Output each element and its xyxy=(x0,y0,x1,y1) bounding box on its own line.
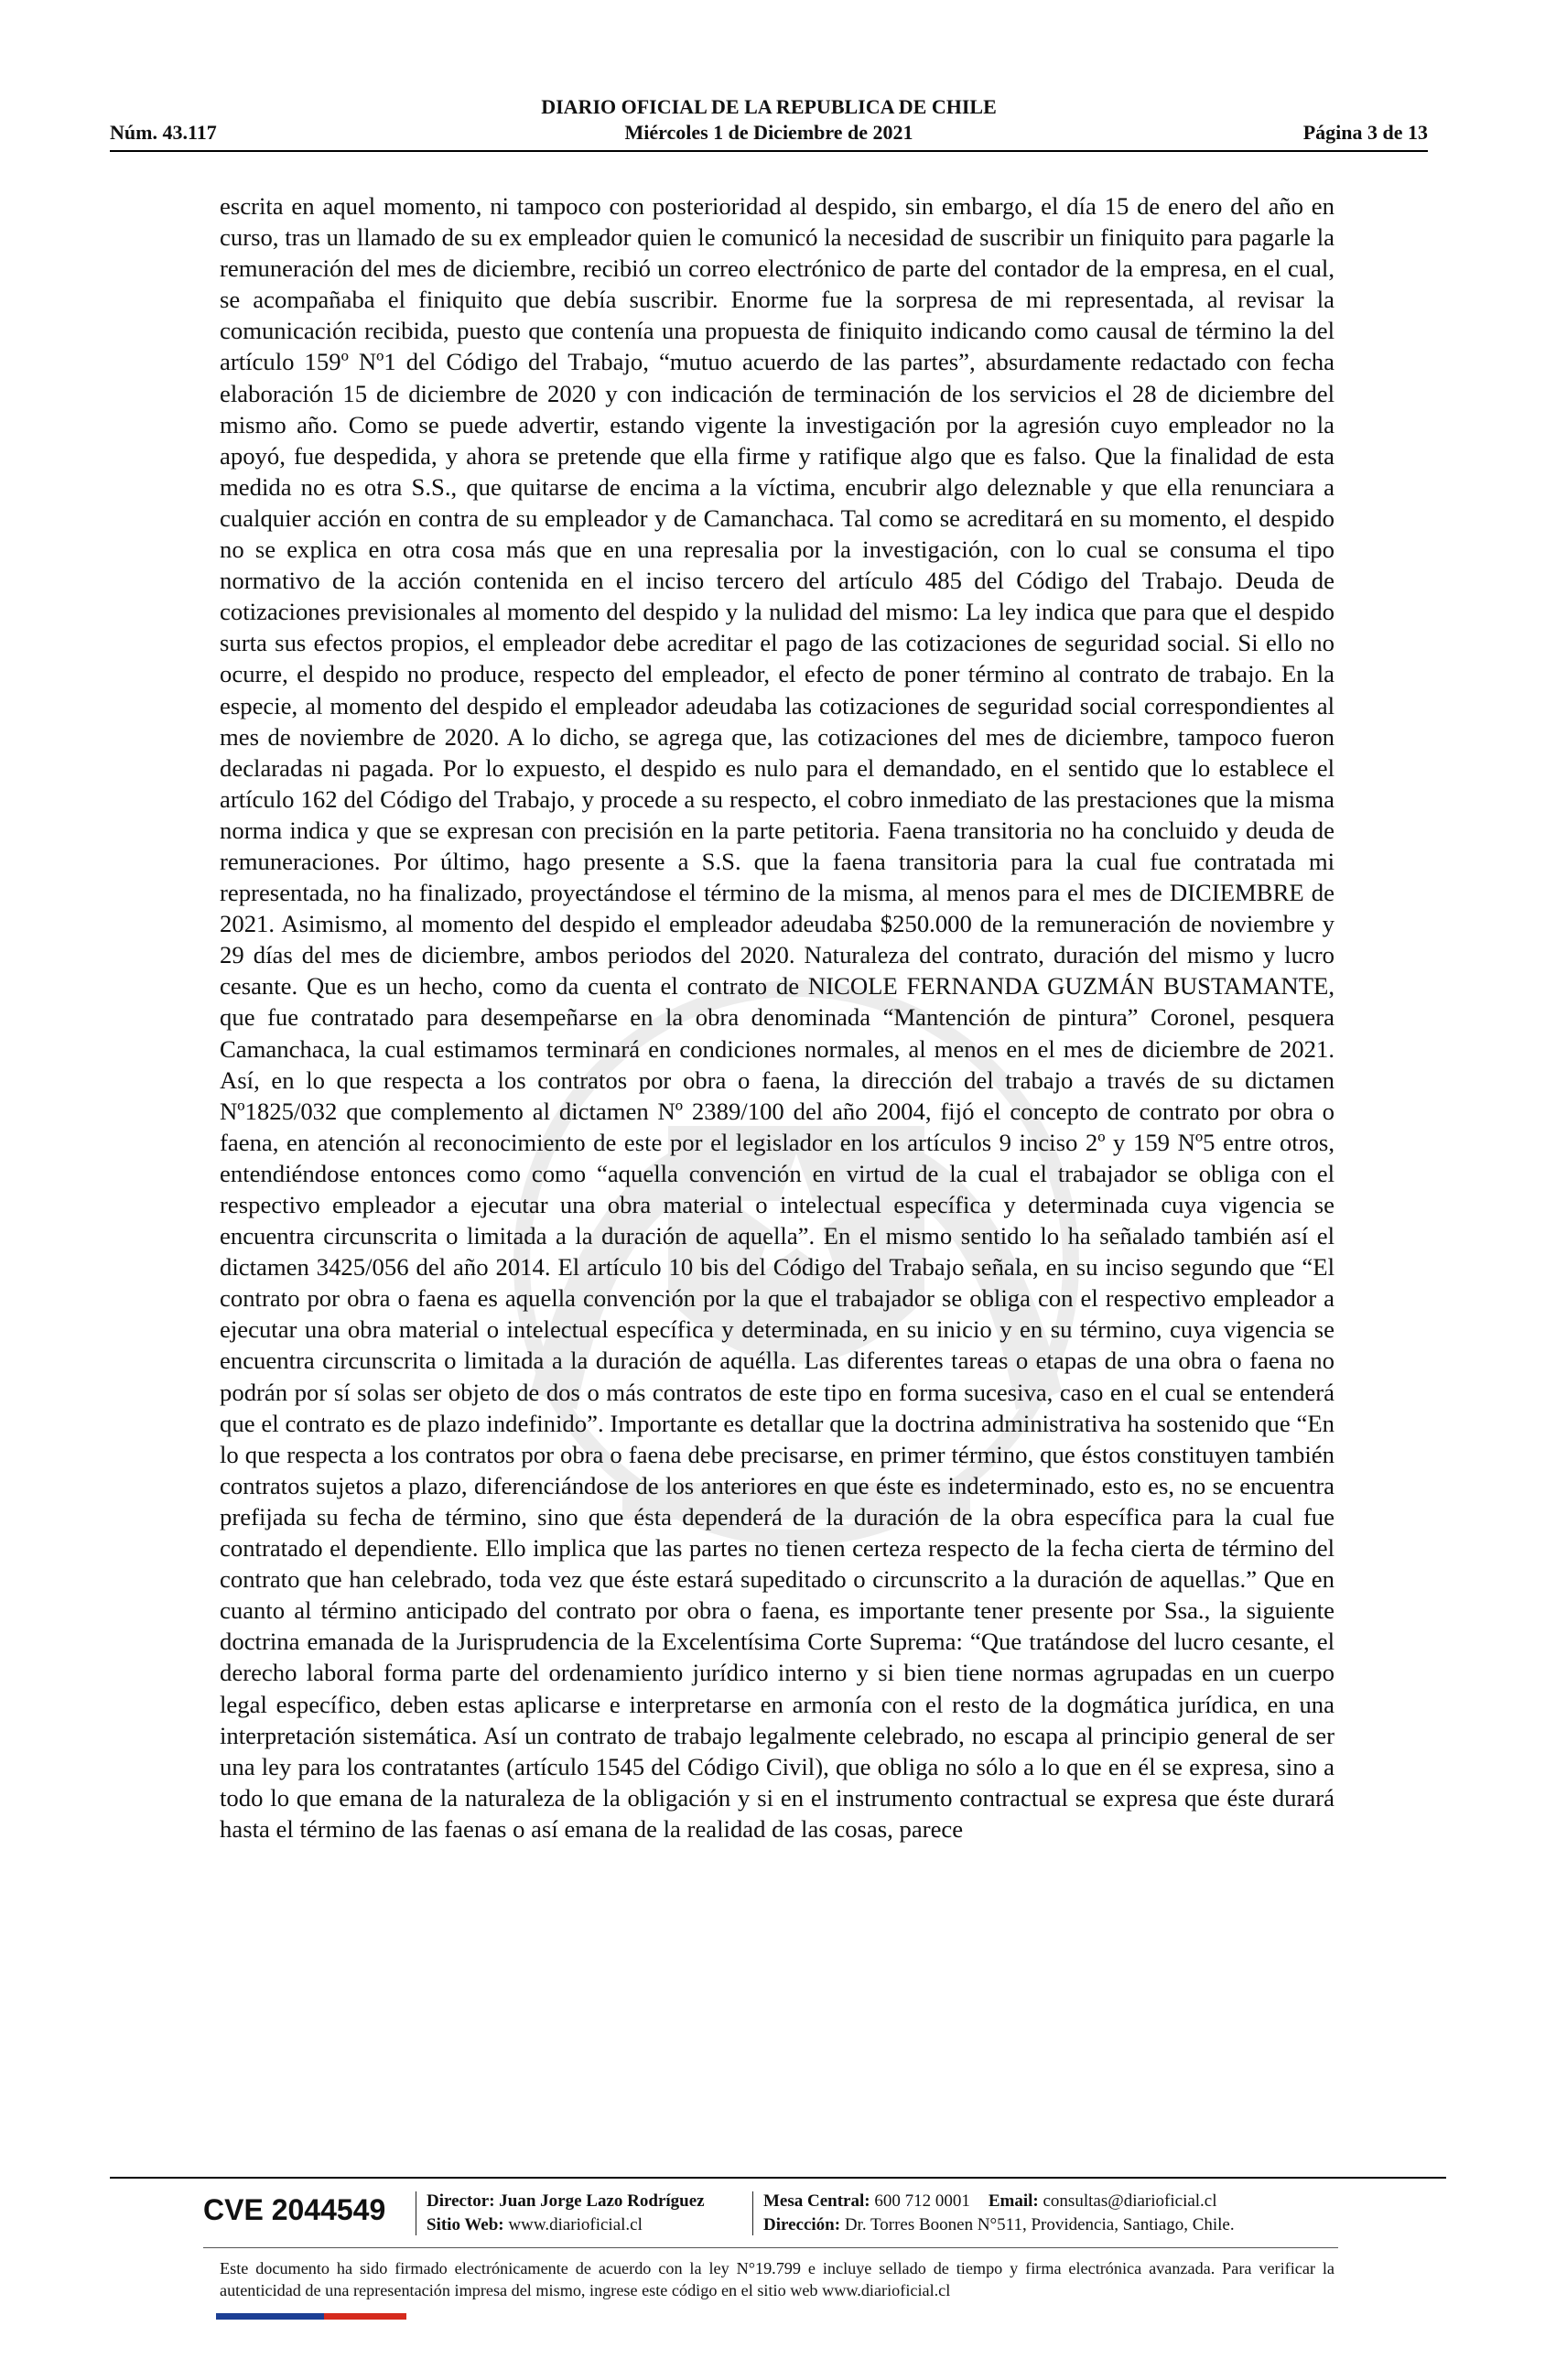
issue-date: Miércoles 1 de Diciembre de 2021 xyxy=(624,121,913,144)
footer-contact-block xyxy=(763,2190,1235,2237)
phone-number: 600 712 0001 xyxy=(874,2191,970,2211)
phone-label: Mesa Central: xyxy=(763,2191,870,2211)
flag-stripe-red xyxy=(324,2313,406,2320)
document-body: escrita en aquel momento, ni tampoco con posterioridad al despido, sin embargo, el día 15 de enero del año en curso, tras un llamado de su ex empleador quien le comunicó la necesidad de suscribir un finiquito para pagarle la remuneración del mes de diciembre, recibió un correo electrónico de parte del contador de la empresa, en el cual, se acompañaba el finiquito que debía suscribir. Enorme fue la sorpresa de mi representada, al revisar la comunicación recibida, puesto que contenía una propuesta de finiquito indicando como causal de término la del artículo 159º Nº1 del Código del Trabajo, “mutuo acuerdo de las partes”, absurdamente redactado con fecha elaboración 15 de diciembre de 2020 y con indicación de terminación de los servicios el 28 de diciembre del mismo año. Como se puede advertir, estando vigente la investigación por la agresión cuyo empleador no la apoyó, fue despedida, y ahora se pretende que ella firme y ratifique algo que es falso. Que la finalidad de esta medida no es otra S.S., que quitarse de encima a la víctima, encubrir algo deleznable y que ella renunciara a cualquier acción en contra de su empleador y de Camanchaca. Tal como se acreditará en su momento, el despido no se explica en otra cosa más que en una represalia por la investigación, con lo cual se consuma el tipo normativo de la acción contenida en el inciso tercero del artículo 485 del Código del Trabajo. Deuda de cotizaciones previsionales al momento del despido y la nulidad del mismo: La ley indica que para que el despido surta sus efectos propios, el empleador debe acreditar el pago de las cotizaciones de seguridad social. Si ello no ocurre, el despido no produce, respecto del empleador, el efecto de poner término al contrato de trabajo. En la especie, al momento del despido el empleador adeudaba las cotizaciones de seguridad social correspondientes al mes de noviembre de 2020. A lo dicho, se agrega que, las cotizaciones del mes de diciembre, tampoco fueron declaradas ni pagada. Por lo expuesto, el despido es nulo para el demandado, en el sentido que lo establece el artículo 162 del Código del Trabajo, y procede a su respecto, el cobro inmediato de las prestaciones que la misma norma indica y que se expresan con precisión en la parte petitoria. Faena transitoria no ha concluido y deuda de remuneraciones. Por último, hago presente a S.S. que la faena transitoria para la cual fue contratada mi representada, no ha finalizado, proyectándose el término de la misma, al menos para el mes de DICIEMBRE de 2021. Asimismo, al momento del despido el empleador adeudaba $250.000 de la remuneración de noviembre y 29 días del mes de diciembre, ambos periodos del 2020. Naturaleza del contrato, duración del mismo y lucro cesante. Que es un hecho, como da cuenta el contrato de NICOLE FERNANDA GUZMÁN BUSTAMANTE, que fue contratado para desempeñarse en la obra denominada “Mantención de pintura” Coronel, pesquera Camanchaca, la cual estimamos terminará en condiciones normales, al menos en el mes de diciembre de 2021. Así, en lo que respecta a los contratos por obra o faena, la dirección del trabajo a través de su dictamen Nº1825/032 que complemento al dictamen Nº 2389/100 del año 2004, fijó el concepto de contrato por obra o faena, en atención al reconocimiento de este por el legislador en los artículos 9 inciso 2º y 159 Nº5 entre otros, entendiéndose entonces como como “aquella convención en virtud de la cual el trabajador se obliga con el respectivo empleador a ejecutar una obra material o intelectual específica y determinada cuya vigencia se encuentra circunscrita o limitada a la duración de aquella”. En el mismo sentido lo ha señalado también así el dictamen 3425/056 del año 2014. El artículo 10 bis del Código del Trabajo señala, en su inciso segundo que “El contrato por obra o faena es aquella convención por la que el trabajador se obliga con el respectivo empleador a ejecutar una obra material o intelectual específica y determinada, en su inicio y en su término, cuya vigencia se encuentra circunscrita o limitada a la duración de aquélla. Las diferentes tareas o etapas de una obra o faena no podrán por sí solas ser objeto de dos o más contratos de este tipo en forma sucesiva, caso en el cual se entenderá que el contrato es de plazo indefinido”. Importante es detallar que la doctrina administrativa ha sostenido que “En lo que respecta a los contratos por obra o faena debe precisarse, en primer término, que éstos constituyen también contratos sujetos a plazo, diferenciándose de los anteriores en que éste es indeterminado, esto es, no se encuentra prefijada su fecha de término, sino que ésta dependerá de la duración de la obra específica para la cual fue contratado el dependiente. Ello implica que las partes no tienen certeza respecto de la fecha cierta de término del contrato que han celebrado, toda vez que éste estará supeditado o circunscrito a la duración de aquellas.” Que en cuanto al término anticipado del contrato por obra o faena, es importante tener presente por Ssa., la siguiente doctrina emanada de la Jurisprudencia de la Excelentísima Corte Suprema: “Que tratándose del lucro cesante, el derecho laboral forma parte del ordenamiento jurídico interno y si bien tiene normas agrupadas en un cuerpo legal específico, deben estas aplicarse e interpretarse en armonía con el resto de la dogmática jurídica, en una interpretación sistemática. Así un contrato de trabajo legalmente celebrado, no escapa al principio general de ser una ley para los contratantes (artículo 1545 del Código Civil), que obliga no sólo a lo que en él se expresa, sino a todo lo que emana de la naturaleza de la obligación y si en el instrumento contractual se expresa que éste durará hasta el término de las faenas o así emana de la realidad de las cosas, parece xyxy=(220,192,1334,1843)
cve-code: CVE 2044549 xyxy=(203,2193,386,2226)
email-link[interactable]: consultas@diarioficial.cl xyxy=(1043,2191,1217,2211)
footer-info xyxy=(203,2188,1356,2243)
page-header xyxy=(110,92,1428,148)
footer-director-block xyxy=(427,2190,705,2237)
page-indicator: Página 3 de 13 xyxy=(1302,121,1428,144)
signature-notice: Este documento ha sido firmado electrónicamente de acuerdo con la ley N°19.799 e incluye sellado de tiempo y firma electrónica avanzada. Para verificar la autenticidad de una representación impresa del mismo, ingrese este código en el sitio web www.diarioficial.cl xyxy=(220,2259,1334,2299)
website-label: Sitio Web: xyxy=(427,2215,504,2234)
website-link[interactable]: www.diarioficial.cl xyxy=(508,2215,643,2234)
footer-divider xyxy=(110,2177,1446,2179)
email-label: Email: xyxy=(988,2191,1039,2211)
address-label: Dirección: xyxy=(763,2215,841,2234)
issue-number: Núm. 43.117 xyxy=(110,121,217,144)
flag-stripe-blue xyxy=(216,2313,324,2320)
director-name: Juan Jorge Lazo Rodríguez xyxy=(499,2191,705,2211)
director-label: Director: xyxy=(427,2191,495,2211)
address-text: Dr. Torres Boonen N°511, Providencia, Santiago, Chile. xyxy=(844,2215,1235,2234)
newspaper-title: DIARIO OFICIAL DE LA REPUBLICA DE CHILE xyxy=(541,95,997,118)
header-divider xyxy=(110,150,1428,152)
footer-separator xyxy=(752,2191,753,2235)
footer-thin-divider xyxy=(203,2247,1338,2248)
